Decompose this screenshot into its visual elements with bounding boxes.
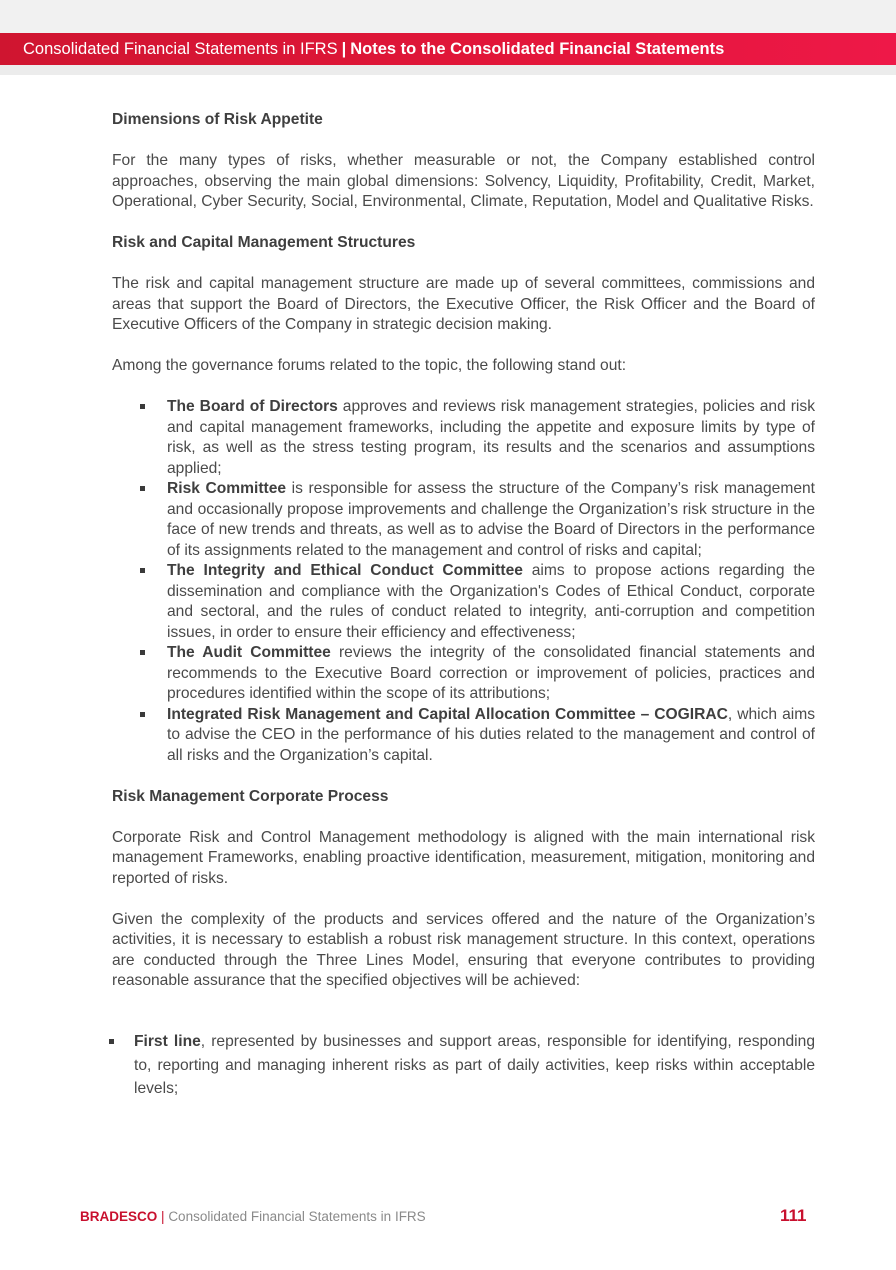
list-item-text: , which aims to advise the CEO in the performance of his duties related to the management and control of all risks and the Organization’s capital. — [167, 705, 815, 764]
header-shadow — [0, 65, 896, 75]
paragraph-governance-intro: Among the governance forums related to the topic, the following stand out: — [112, 357, 627, 374]
list-item — [167, 397, 815, 479]
list-item-bold: Integrated Risk Management and Capital Allocation Committee – COGIRAC — [167, 705, 728, 723]
page-footer — [80, 1209, 426, 1224]
footer-brand: BRADESCO — [80, 1209, 158, 1224]
paragraph-three-lines: Given the complexity of the products and services offered and the nature of the Organization’s activities, it is necessary to establish a robust risk management structure. In this context, operations are conducted through the Three Lines Model, ensuring that everyone contributes to providing reasonable assurance that the specified objectives will be achieved: — [112, 910, 815, 989]
section-title-management-structures: Risk and Capital Management Structures — [112, 234, 416, 251]
list-item-bold: First line — [134, 1033, 201, 1050]
list-item-bold: The Board of Directors — [167, 398, 338, 415]
three-lines-list — [112, 1030, 815, 1101]
header-right-title: Notes to the Consolidated Financial Statements — [350, 40, 725, 58]
top-strip — [0, 0, 896, 33]
list-item-bold: The Audit Committee — [167, 644, 331, 661]
header-separator: | — [341, 40, 347, 58]
paragraph-methodology: Corporate Risk and Control Management methodology is aligned with the main international risk management Frameworks, enabling proactive identification, measurement, mitigation, monitoring and reported of risks. — [112, 828, 815, 887]
list-item — [134, 1030, 815, 1101]
governance-list — [112, 397, 815, 766]
footer-separator: | — [161, 1209, 165, 1224]
list-item-text: is responsible for assess the structure of the Company’s risk management and occasionally propose improvements and challenge the Organization’s risk structure in the face of new trends and threats, as well as to advise the Board of Directors in the performance of its assignments related to the management and control of risks and capital; — [167, 480, 815, 559]
list-item — [167, 561, 815, 643]
paragraph-structure: The risk and capital management structure are made up of several committees, commissions and areas that support the Board of Directors, the Executive Officer, the Risk Officer and the Board of Executive Officers of the Company in strategic decision making. — [112, 275, 815, 333]
list-item — [167, 479, 815, 561]
page-header — [0, 33, 896, 65]
section-title-risk-appetite: Dimensions of Risk Appetite — [112, 111, 323, 128]
list-item-text: , represented by businesses and support areas, responsible for identifying, responding to, reporting and managing inherent risks as part of daily activities, keep risks within acceptable levels; — [134, 1033, 815, 1097]
header-left-title: Consolidated Financial Statements in IFRS — [23, 40, 338, 58]
page-number: 111 — [780, 1206, 807, 1225]
list-item-text: reviews the integrity of the consolidated financial statements and recommends to the Executive Board correction or improvement of policies, practices and procedures identified within the scope of its attributions; — [167, 644, 815, 702]
section-title-corporate-process: Risk Management Corporate Process — [112, 787, 389, 805]
list-item-bold: Risk Committee — [167, 480, 287, 497]
list-item — [167, 705, 815, 767]
list-item-text: approves and reviews risk management strategies, policies and risk and capital management frameworks, including the appetite and exposure limits by type of risk, as well as the stress testing program, its results and the scenarios and assumptions applied; — [167, 398, 815, 477]
footer-text: Consolidated Financial Statements in IFRS — [168, 1209, 426, 1224]
paragraph-risk-appetite: For the many types of risks, whether measurable or not, the Company established control approaches, observing the main global dimensions: Solvency, Liquidity, Profitability, Credit, Market, Operational, Cyber Security, Social, Environmental, Climate, Reputation, Model and Qualitative Risks. — [112, 152, 815, 210]
list-item — [167, 643, 815, 705]
list-item-text: aims to propose actions regarding the dissemination and compliance with the Organization's Codes of Ethical Conduct, corporate and sectoral, and the rules of conduct related to integrity, anti-corruption and competition issues, in order to ensure their efficiency and effectiveness; — [167, 562, 815, 641]
document-body — [112, 110, 815, 1101]
list-item-bold: The Integrity and Ethical Conduct Committee — [167, 562, 523, 579]
